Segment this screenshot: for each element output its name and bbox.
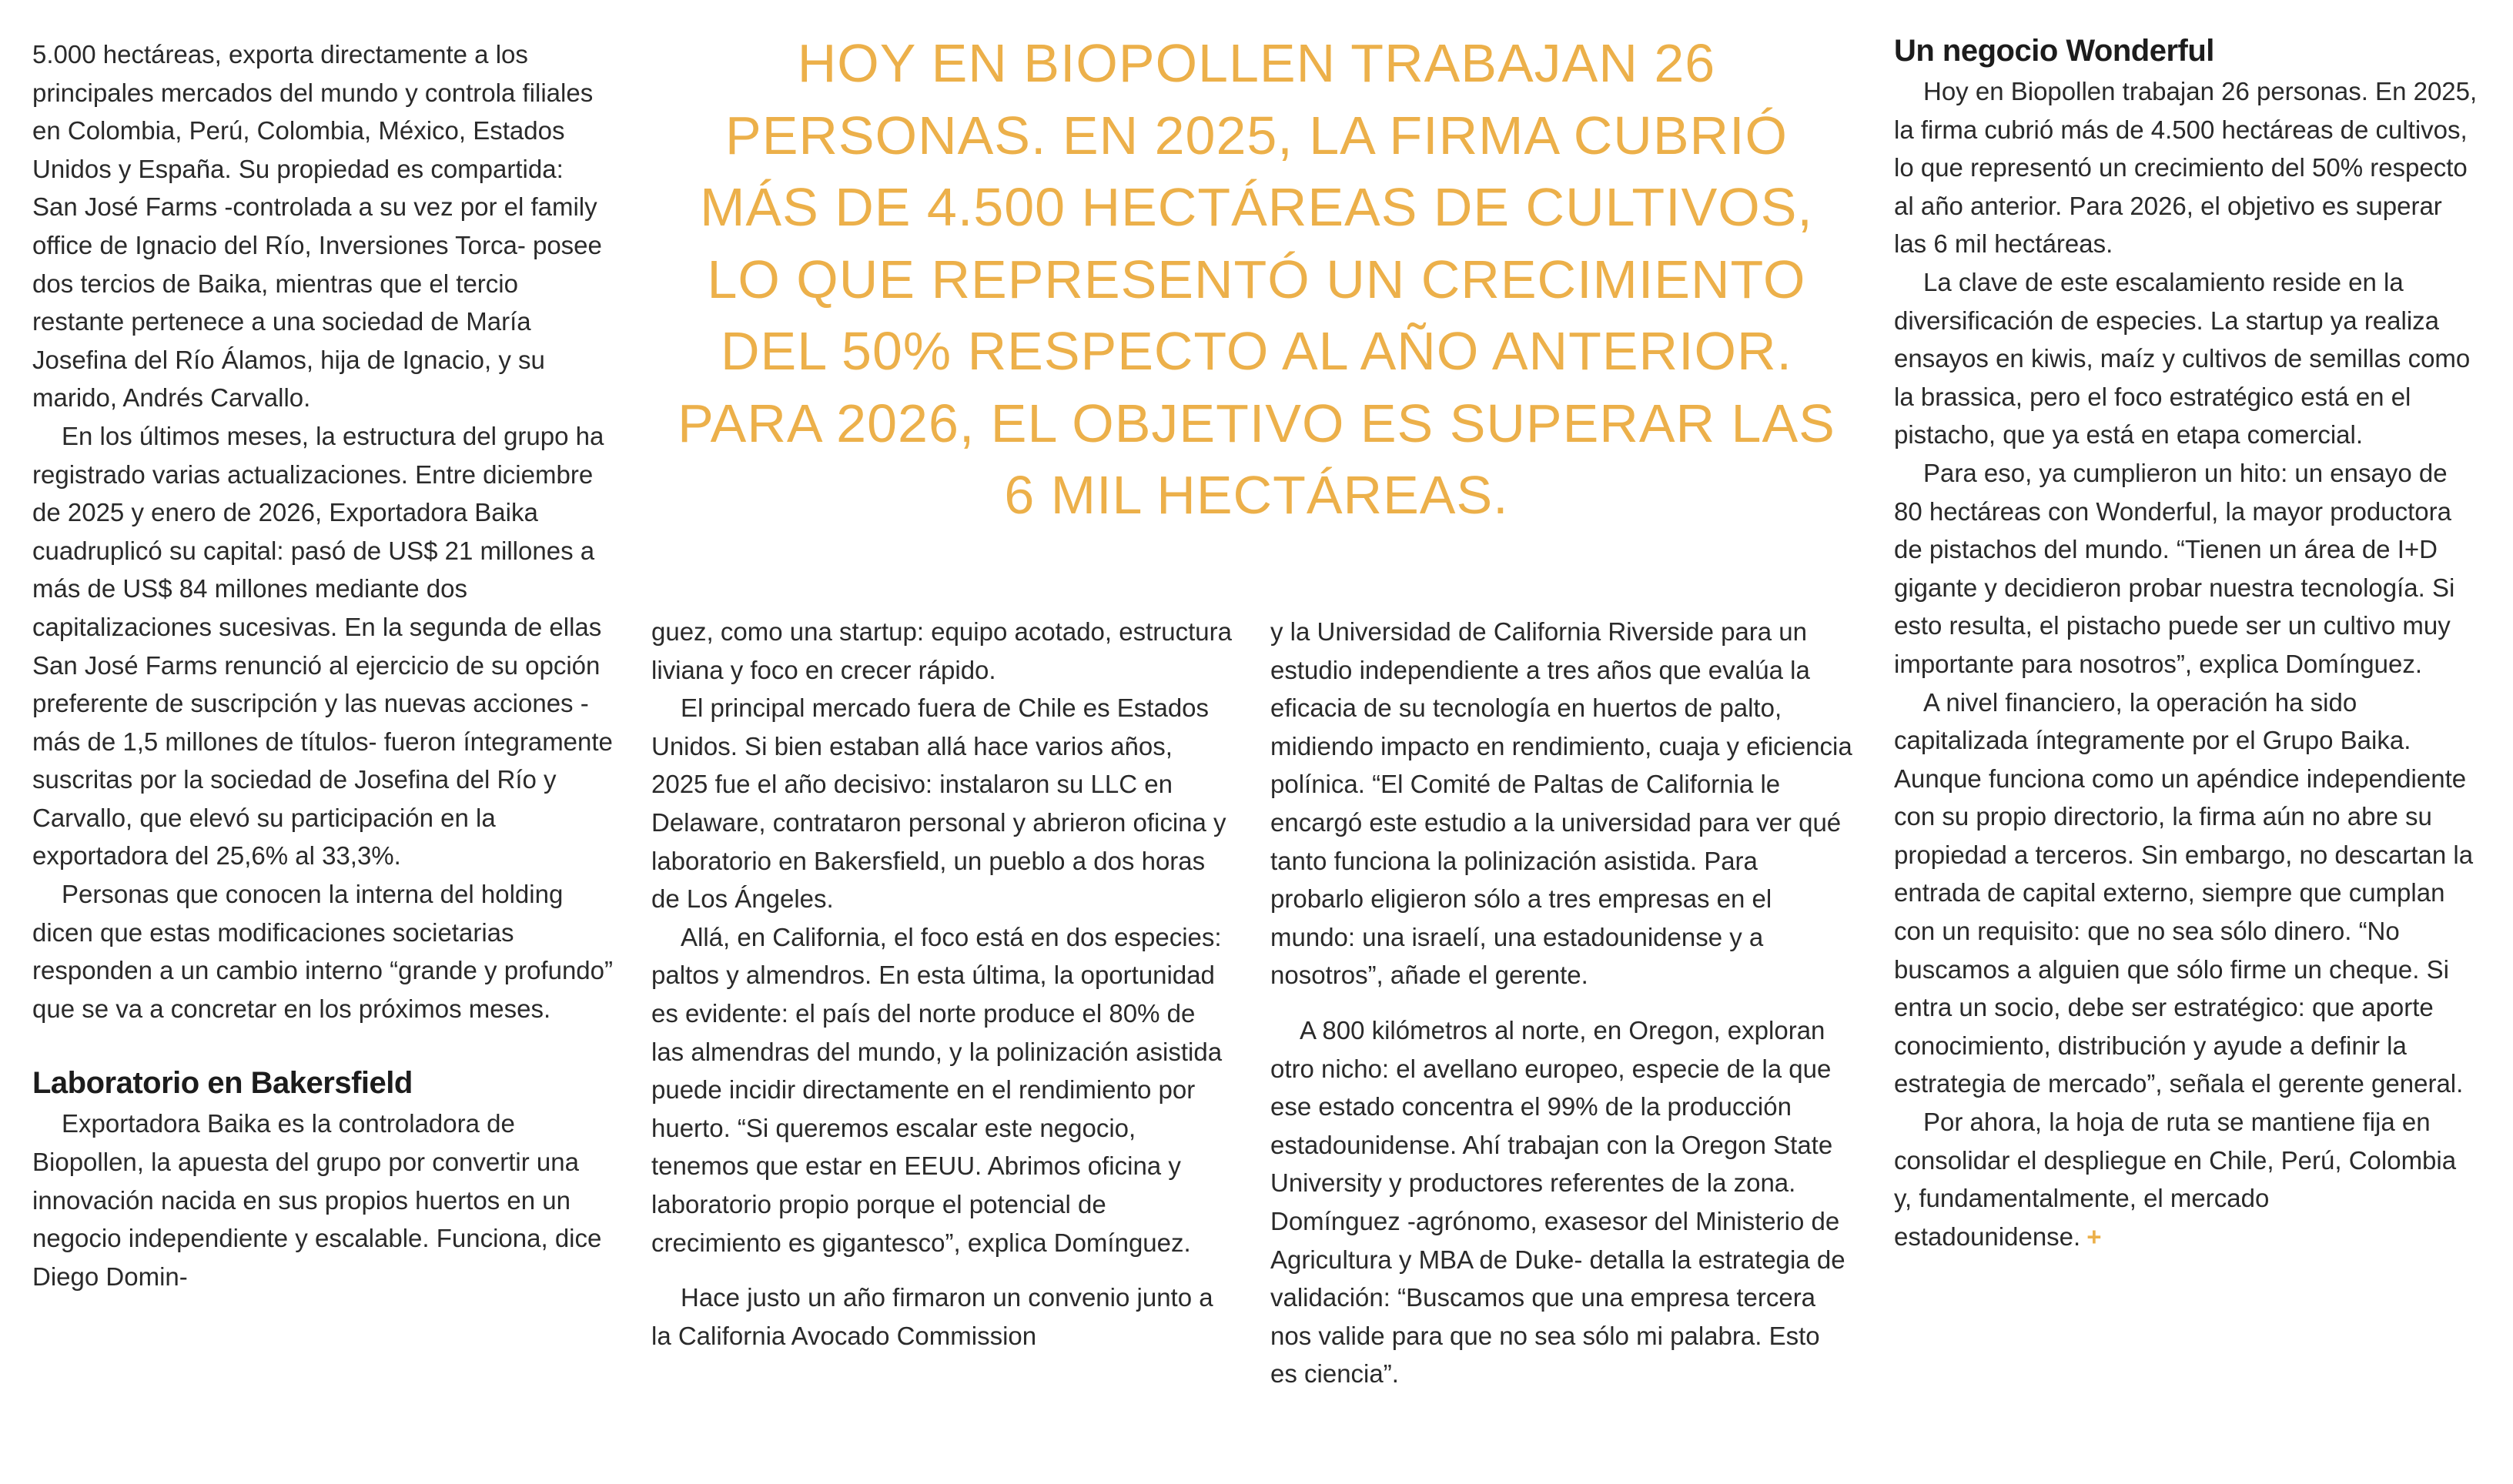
- section-subhead: Un negocio Wonderful: [1894, 34, 2214, 68]
- pull-quote-line: PERSONAS. EN 2025, LA FIRMA CUBRIÓ: [725, 105, 1788, 165]
- end-of-article-mark: +: [2086, 1222, 2102, 1251]
- paragraph: A 800 kilómetros al norte, en Oregon, exploran otro nicho: el avellano europeo, especie de la que ese estado concentra el 99% de la producción estadounidense. Ahí trabajan con la Oregon State University y productores referentes de la zona. Domínguez -agrónomo, exasesor del Ministerio de Agricultura y MBA de Duke- detalla la estrategia de validación: “Buscamos que una empresa tercera nos valide para que no sea sólo mi palabra. Esto es ciencia”.: [1270, 1015, 1845, 1389]
- pull-quote-line: LO QUE REPRESENTÓ UN CRECIMIENTO: [707, 249, 1806, 309]
- paragraph-text: Por ahora, la hoja de ruta se mantiene fija en consolidar el despliegue en Chile, Perú, Colombia y, fundamentalmente, el mercado estadounidense.: [1894, 1108, 2457, 1251]
- paragraph: [1894, 1103, 2481, 1255]
- pull-quote: [664, 28, 1849, 532]
- pull-quote-line: PARA 2026, EL OBJETIVO ES SUPERAR LAS: [678, 393, 1835, 453]
- paragraph: Personas que conocen la interna del holding dicen que estas modificaciones societarias responden a un cambio interno “grande y profundo” que se va a concretar en los próximos meses.: [32, 880, 613, 1023]
- paragraph: Exportadora Baika es la controladora de Biopollen, la apuesta del grupo por convertir una innovación nacida en sus propios huertos en un negocio independiente y escalable. Funciona, dice Diego Domin-: [32, 1109, 602, 1291]
- paragraph: En los últimos meses, la estructura del grupo ha registrado varias actualizaciones. Entre diciembre de 2025 y enero de 2026, Exportadora Baika cuadruplicó su capital: pasó de US$ 21 millones a más de US$ 84 millones mediante dos capitalizaciones sucesivas. En la segunda de ellas San José Farms renunció al ejercicio de su opción preferente de suscripción y las nuevas acciones -más de 1,5 millones de títulos- fueron íntegramente suscritas por la sociedad de Josefina del Río y Carvallo, que elevó su participación en la exportadora del 25,6% al 33,3%.: [32, 421, 613, 871]
- pull-quote-line: MÁS DE 4.500 HECTÁREAS DE CULTIVOS,: [700, 177, 1813, 237]
- paragraph: 5.000 hectáreas, exporta directamente a los principales mercados del mundo y controla filiales en Colombia, Perú, Colombia, México, Estados Unidos y España. Su propiedad es compartida: San José Farms -controlada a su vez por el family office de Ignacio del Río, Inversiones Torca- posee dos tercios de Baika, mientras que el tercio restante pertenece a una sociedad de María Josefina del Río Álamos, hija de Ignacio, y su marido, Andrés Carvallo.: [32, 40, 602, 413]
- paragraph: Allá, en California, el foco está en dos especies: paltos y almendros. En esta última, la oportunidad es evidente: el país del norte produce el 80% de las almendras del mundo, y la polinización asistida puede incidir directamente en el rendimiento por huerto. “Si queremos escalar este negocio, tenemos que estar en EEUU. Abrimos oficina y laboratorio propio porque el potencial de crecimiento es gigantesco”, explica Domínguez.: [651, 922, 1223, 1257]
- paragraph: Hace justo un año firmaron un convenio junto a la California Avocado Commission: [651, 1283, 1213, 1350]
- paragraph: La clave de este escalamiento reside en la diversificación de especies. La startup ya realiza ensayos en kiwis, maíz y cultivos de semillas como la brassica, pero el foco estratégico está en el pistacho, que ya está en etapa comercial.: [1894, 267, 2471, 450]
- article-column-2: [651, 613, 1233, 1355]
- paragraph: Hoy en Biopollen trabajan 26 personas. En 2025, la firma cubrió más de 4.500 hectáreas de cultivos, lo que representó un crecimiento del 50% respecto al año anterior. Para 2026, el objetivo es superar las 6 mil hectáreas.: [1894, 77, 2478, 259]
- pull-quote-line: HOY EN BIOPOLLEN TRABAJAN 26: [797, 33, 1716, 93]
- article-column-3: [1270, 613, 1852, 1393]
- paragraph: y la Universidad de California Riverside para un estudio independiente a tres años que evalúa la eficacia de su tecnología en huertos de palto, midiendo impacto en rendimiento, cuaja y eficiencia polínica. “El Comité de Paltas de California le encargó este estudio a la universidad para ver qué tanto funciona la polinización asistida. Para probarlo eligieron sólo a tres empresas en el mundo: una israelí, una estadounidense y a nosotros”, añade el gerente.: [1270, 617, 1852, 990]
- pull-quote-line: 6 MIL HECTÁREAS.: [1004, 465, 1509, 525]
- paragraph: guez, como una startup: equipo acotado, estructura liviana y foco en crecer rápido.: [651, 617, 1232, 684]
- article-column-1: [32, 35, 614, 1295]
- article-column-4: [1894, 35, 2481, 1255]
- paragraph: A nivel financiero, la operación ha sido capitalizada íntegramente por el Grupo Baika. Aunque funciona como un apéndice independiente con su propio directorio, la firma aún no abre su propiedad a terceros. Sin embargo, no descartan la entrada de capital externo, siempre que cumplan con un requisito: que no sea sólo dinero. “No buscamos a alguien que sólo firme un cheque. Si entra un socio, debe ser estratégico: que aporte conocimiento, distribución y ayude a definir la estrategia de mercado”, señala el gerente general.: [1894, 687, 2474, 1098]
- pull-quote-line: DEL 50% RESPECTO AL AÑO ANTERIOR.: [721, 321, 1792, 381]
- paragraph: El principal mercado fuera de Chile es Estados Unidos. Si bien estaban allá hace varios años, 2025 fue el año decisivo: instalaron su LLC en Delaware, contrataron personal y abrieron oficina y laboratorio en Bakersfield, un pueblo a dos horas de Los Ángeles.: [651, 694, 1226, 914]
- section-subhead: Laboratorio en Bakersfield: [32, 1066, 413, 1101]
- paragraph: Para eso, ya cumplieron un hito: un ensayo de 80 hectáreas con Wonderful, la mayor productora de pistachos del mundo. “Tienen un área de I+D gigante y decidieron probar nuestra tecnología. Si esto resulta, el pistacho puede ser un cultivo muy importante para nosotros”, explica Domínguez.: [1894, 458, 2455, 678]
